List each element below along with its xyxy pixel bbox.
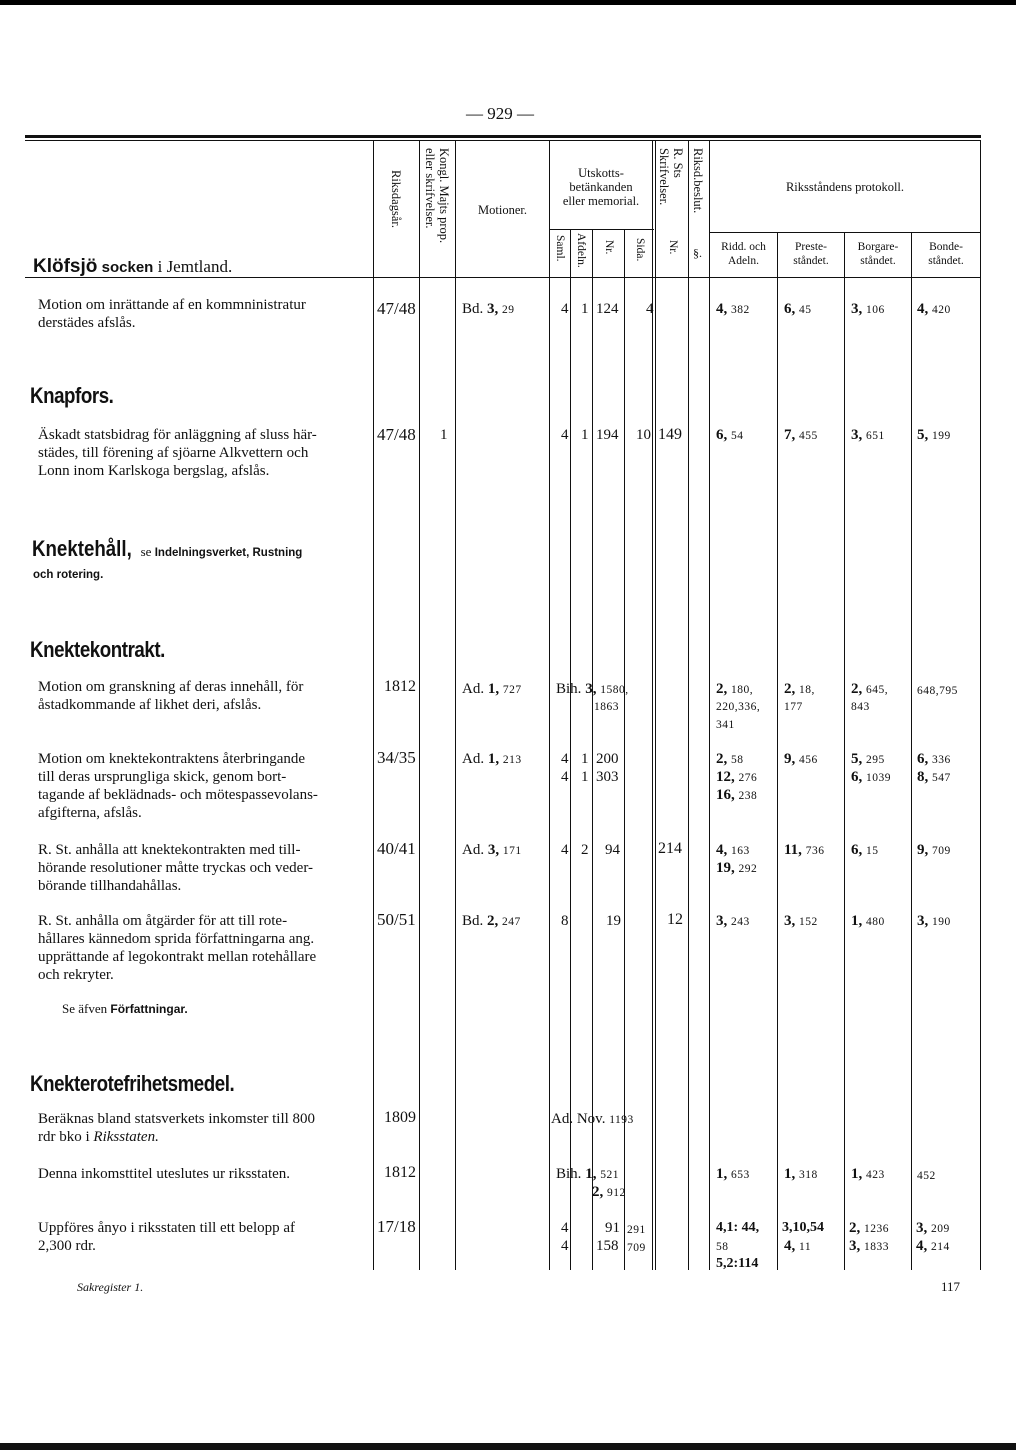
entry-ridd: 4, 382	[716, 301, 750, 317]
entry-motion: Bd. 2, 247	[462, 913, 521, 929]
entry-kongl: 1	[440, 427, 448, 443]
entry-bonde: 6, 336	[917, 751, 951, 767]
entry-saml: 4	[561, 301, 569, 317]
entry-motion: Bd. 3, 29	[462, 301, 515, 317]
footer-page-number: 117	[941, 1279, 961, 1294]
entry-utskott: Ad. Nov. 1193	[551, 1111, 634, 1127]
heading-knektehall: Knektehåll, se Indelningsverket, Rustning	[32, 536, 303, 561]
entry-year: 50/51	[377, 910, 416, 929]
header-bottom-rule	[25, 277, 981, 278]
entry-bonde: 452	[917, 1170, 936, 1182]
entry-afd: 1	[581, 769, 589, 785]
entry-prest: 2, 18,	[784, 681, 815, 697]
entry-ridd: 2, 58	[716, 751, 744, 767]
entry-prest: 1, 318	[784, 1166, 818, 1182]
entry-borgare: 3, 1833	[849, 1238, 889, 1254]
col-rule	[980, 140, 981, 1270]
entry-description: Äskadt statsbidrag för anläggning af sluss här- städes, till förening af sjöarne Alkvettern och Lonn inom Karlskoga bergslag, afslås.	[38, 427, 317, 479]
entry-borgare-cont: 843	[851, 701, 870, 713]
entry-prest: 4, 11	[784, 1238, 812, 1254]
entry-prest: 7, 455	[784, 427, 818, 443]
entry-description: Motion om inrättande af en kommninistratur derstädes afslås.	[38, 297, 306, 331]
entry-borgare: 1, 480	[851, 913, 885, 929]
top-border	[0, 0, 1016, 5]
entry-bonde: 5, 199	[917, 427, 951, 443]
entry-sida: 10	[636, 427, 651, 443]
col-header-utskott: Utskotts- betänkanden eller memorial.	[562, 166, 640, 208]
entry-saml: 4	[561, 769, 569, 785]
entry-nr: 303	[596, 769, 619, 785]
entry-ridd: 16, 238	[716, 787, 758, 803]
entry-saml: 4	[561, 751, 569, 767]
entry-saml: 4	[561, 842, 569, 858]
entry-afd: 1	[581, 427, 589, 443]
knektehall-see-line2: och rotering.	[33, 569, 104, 581]
entry-prest: 3, 152	[784, 913, 818, 929]
entry-ridd: 4, 163	[716, 842, 750, 858]
entry-bonde: 9, 709	[917, 842, 951, 858]
entry-saml: 4	[561, 1220, 569, 1236]
entry-year: 47/48	[377, 425, 416, 444]
col-header-rsts-nr: Nr.	[667, 240, 679, 255]
entry-saml: 4	[561, 1238, 569, 1254]
entry-prest: 6, 45	[784, 301, 812, 317]
entry-ridd-cont: 341	[716, 719, 735, 731]
entry-sida: 4	[646, 301, 654, 317]
entry-ridd: 2, 180,	[716, 681, 754, 697]
entry-year: 17/18	[377, 1217, 416, 1236]
bottom-border	[0, 1443, 1016, 1450]
col-header-nr: Nr.	[603, 240, 615, 255]
entry-ridd: 1, 653	[716, 1166, 750, 1182]
col-header-bonde: Bonde- ståndet.	[928, 241, 964, 267]
entry-borgare: 2, 645,	[851, 681, 889, 697]
entry-rsts: 214	[658, 840, 682, 857]
entry-description: Uppföres ånyo i riksstaten till ett belopp af 2,300 rdr.	[38, 1220, 296, 1254]
entry-borgare: 3, 106	[851, 301, 885, 317]
entry-description: Beräknas bland statsverkets inkomster till 800 rdr bko i Riksstaten.	[38, 1111, 316, 1145]
entry-motion: Ad. 3, 171	[462, 842, 522, 858]
entry-bonde: 8, 547	[917, 769, 951, 785]
col-header-prest: Preste- ståndet.	[793, 241, 829, 267]
entry-nr: 91	[605, 1220, 620, 1236]
entry-prest: 3,10,54	[782, 1220, 824, 1235]
entry-prest-cont: 177	[784, 701, 803, 713]
col-rule	[655, 140, 656, 1270]
table-top-rule	[25, 135, 981, 138]
col-header-kongl: Kongl. Majts prop. eller skrifvelser.	[423, 148, 451, 244]
col-header-motioner: Motioner.	[478, 203, 527, 217]
col-rule	[777, 232, 778, 1270]
entry-year: 1812	[384, 1164, 416, 1181]
entry-year: 34/35	[377, 748, 416, 767]
entry-ridd: 58	[716, 1241, 729, 1253]
heading-knektekontrakt: Knektekontrakt.	[30, 637, 165, 662]
col-rule	[844, 232, 845, 1270]
heading-klofsjo: Klöfsjö socken i Jemtland.	[33, 256, 233, 277]
table-top-rule-thin	[25, 140, 981, 141]
entry-bonde: 3, 190	[917, 913, 951, 929]
entry-afd: 2	[581, 842, 589, 858]
entry-ridd: 6, 54	[716, 427, 744, 443]
col-rule	[709, 140, 710, 1270]
entry-year: 47/48	[377, 299, 416, 318]
entry-saml: 4	[561, 427, 569, 443]
utskott-sub-rule	[549, 229, 654, 230]
entry-year: 1812	[384, 678, 416, 695]
col-header-rsts: R. Sts Skrifvelser.	[657, 148, 685, 206]
entry-nr: 19	[606, 913, 621, 929]
entry-nr: 194	[596, 427, 619, 443]
entry-ridd: 19, 292	[716, 860, 758, 876]
entry-borgare: 6, 1039	[851, 769, 891, 785]
entry-sida: 291	[627, 1224, 646, 1236]
see-also-note: Se äfven Författningar.	[62, 1001, 188, 1016]
col-rule	[455, 140, 456, 1270]
col-rule	[688, 140, 689, 1270]
entry-afd: 1	[581, 751, 589, 767]
entry-utskott-cont: 1863	[594, 701, 619, 713]
entry-description: Denna inkomsttitel uteslutes ur riksstaten.	[38, 1166, 291, 1182]
col-rule	[373, 140, 374, 1270]
entry-borgare: 3, 651	[851, 427, 885, 443]
entry-utskott: Bih. 3, 1580,	[556, 681, 629, 697]
entry-bonde: 648,795	[917, 685, 958, 697]
entry-ridd-cont: 220,336,	[716, 701, 761, 713]
col-header-afdeln: Afdeln.	[575, 233, 587, 268]
entry-ridd: 4,1: 44,	[716, 1220, 760, 1235]
entry-ridd: 12, 276	[716, 769, 758, 785]
entry-year: 40/41	[377, 839, 416, 858]
entry-description: R. St. anhålla att knektekontrakten med till- hörande resolutioner måtte tryckas och veder- börande tillhandahållas.	[38, 842, 314, 894]
entry-description: Motion om granskning af deras innehåll, för åstadkommande af likhet deri, afslås.	[38, 679, 304, 713]
page-number: — 929 —	[466, 104, 534, 123]
footer-left: Sakregister 1.	[77, 1280, 144, 1294]
heading-knekterotefrihetsmedel: Knekterotefrihetsmedel.	[30, 1071, 235, 1096]
entry-year: 1809	[384, 1109, 416, 1126]
col-header-riksdagsar: Riksdagsår.	[389, 170, 403, 228]
entry-motion: Ad. 1, 727	[462, 681, 522, 697]
col-header-para: §.	[693, 246, 702, 260]
entry-ridd: 5,2:114	[716, 1256, 759, 1271]
entry-borgare: 6, 15	[851, 842, 879, 858]
col-header-borgare: Borgare- ståndet.	[857, 241, 899, 267]
col-header-sida: Sida.	[634, 238, 646, 262]
entry-utskott-cont: 2, 912	[592, 1184, 626, 1200]
entry-ridd: 3, 243	[716, 913, 750, 929]
entry-saml: 8	[561, 913, 569, 929]
entry-utskott: Bih. 1, 521	[556, 1166, 619, 1182]
entry-description: R. St. anhålla om åtgärder för att till rote- hållares kännedom sprida författningarna ang. upprättande af legokontrakt mellan rotehållare och rekryter.	[38, 913, 317, 983]
entry-borgare: 1, 423	[851, 1166, 885, 1182]
col-rule	[419, 140, 420, 1270]
entry-description: Motion om knektekontraktens återbringande till deras ursprungliga skick, genom bort- tagande af beklädnads- och mötespassevolans- afgifterna, afslås.	[38, 751, 318, 821]
col-header-ridd: Ridd. och Adeln.	[721, 241, 766, 267]
col-rule	[911, 232, 912, 1270]
entry-nr: 158	[596, 1238, 619, 1254]
entry-afd: 1	[581, 301, 589, 317]
heading-knapfors: Knapfors.	[30, 383, 114, 408]
entry-nr: 200	[596, 751, 619, 767]
entry-sida: 709	[627, 1242, 646, 1254]
col-header-protokoll: Riksståndens protokoll.	[785, 180, 905, 194]
entry-rsts: 12	[667, 911, 683, 928]
entry-borgare: 5, 295	[851, 751, 885, 767]
entry-nr: 124	[596, 301, 619, 317]
entry-rsts: 149	[658, 426, 682, 443]
entry-bonde: 4, 420	[917, 301, 951, 317]
entry-bonde: 3, 209	[916, 1220, 950, 1236]
entry-prest: 9, 456	[784, 751, 818, 767]
entry-nr: 94	[605, 842, 620, 858]
col-header-riksd-beslut: Riksd.beslut.	[691, 148, 705, 214]
col-rule	[549, 140, 550, 1270]
col-header-saml: Saml.	[554, 235, 566, 262]
entry-prest: 11, 736	[784, 842, 825, 858]
entry-borgare: 2, 1236	[849, 1220, 889, 1236]
entry-bonde: 4, 214	[916, 1238, 950, 1254]
entry-motion: Ad. 1, 213	[462, 751, 522, 767]
